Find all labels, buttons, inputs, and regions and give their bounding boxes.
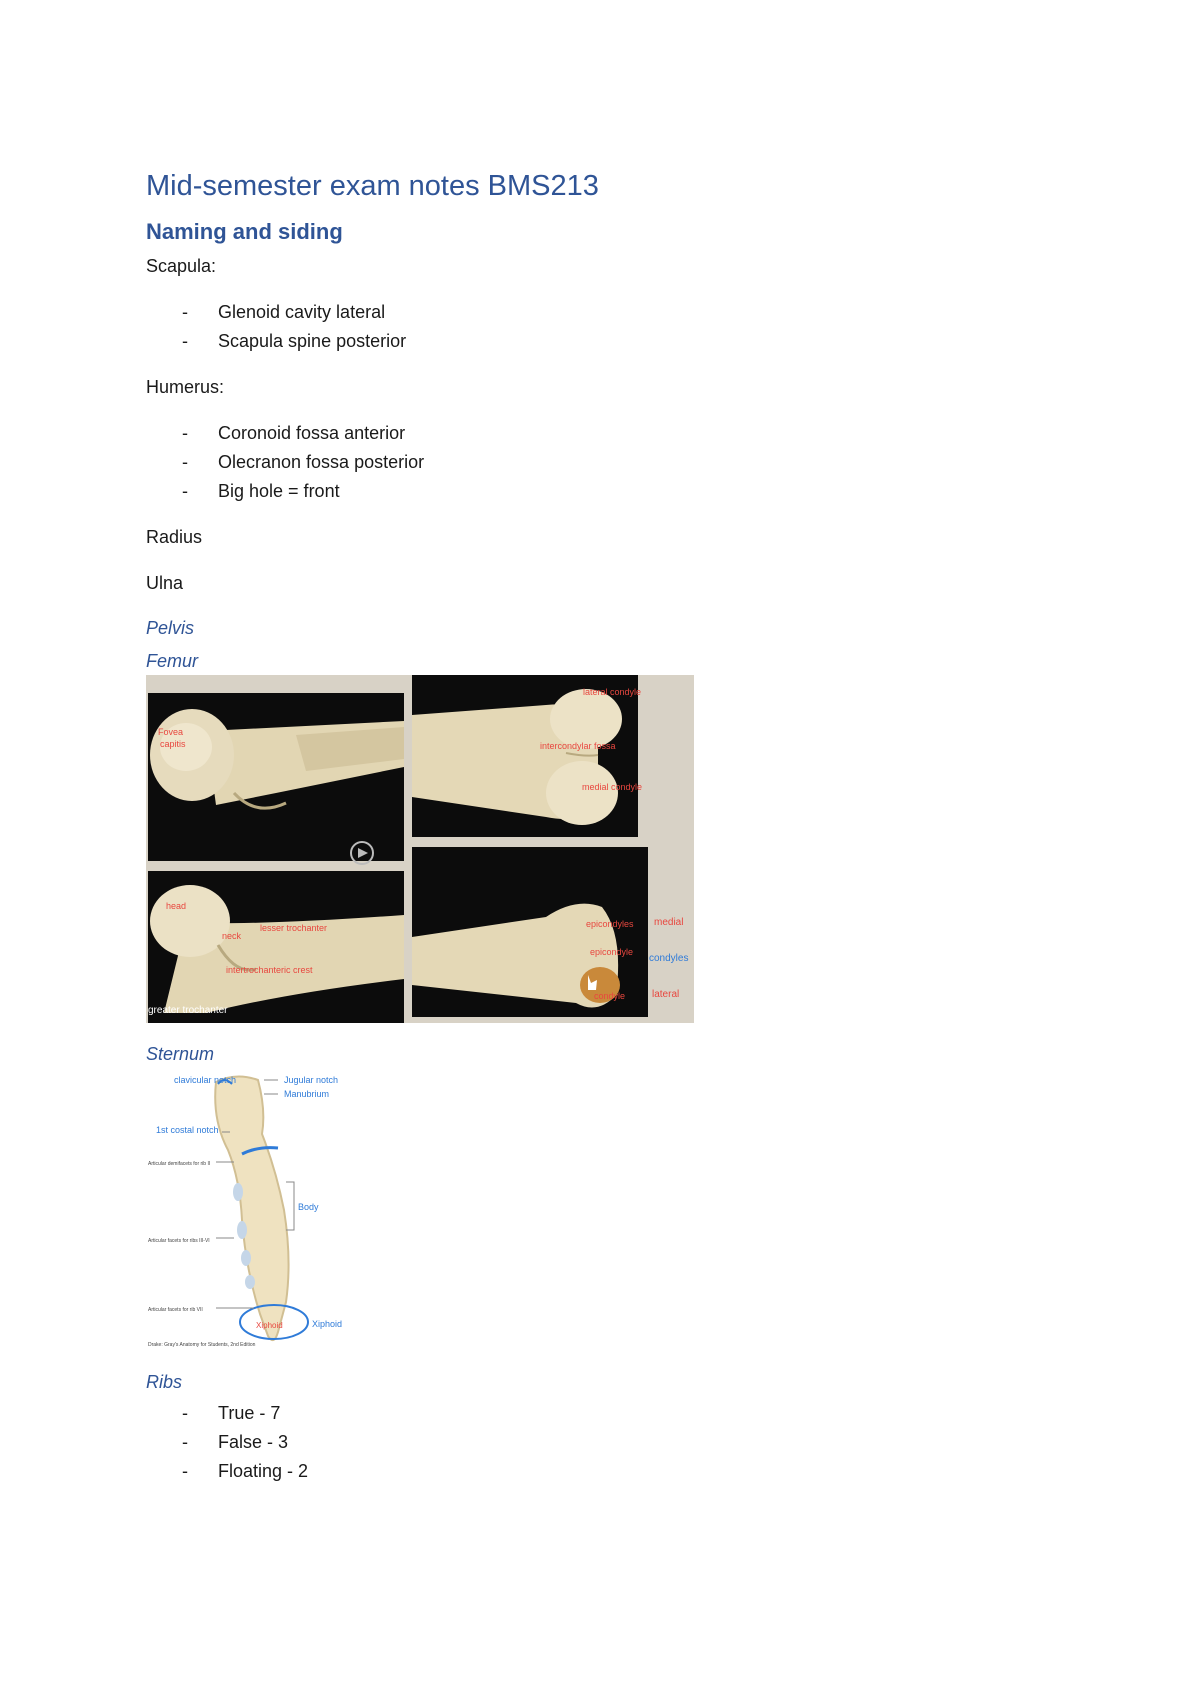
label-condyles: condyles — [649, 953, 689, 964]
label-articular-facets-rib-vii: Articular facets for rib VII — [148, 1307, 203, 1313]
radius-label: Radius — [146, 527, 203, 547]
bullet-marker: - — [182, 452, 188, 472]
sternum-figure — [146, 1070, 364, 1352]
label-intertrochanteric-crest: intertrochanteric crest — [226, 965, 313, 975]
bullet-marker: - — [182, 331, 188, 351]
document-title: Mid-semester exam notes BMS213 — [146, 170, 599, 202]
label-medial-condyle: medial condyle — [582, 782, 643, 792]
label-capitis: capitis — [160, 739, 186, 749]
bullet-marker: - — [182, 481, 188, 501]
humerus-item: Olecranon fossa posterior — [218, 452, 425, 472]
label-body: Body — [298, 1202, 319, 1212]
label-articular-demifacets: Articular demifacets for rib II — [148, 1161, 211, 1167]
femur-panel-condyles-posterior — [412, 675, 642, 837]
scapula-item: Scapula spine posterior — [218, 331, 407, 351]
label-greater-trochanter: greater trochanter — [148, 1005, 228, 1016]
label-head: head — [166, 901, 187, 911]
scapula-item: Glenoid cavity lateral — [218, 302, 386, 322]
label-xiphoid-handwritten: Xiphoid — [256, 1321, 283, 1330]
label-medial: medial — [654, 917, 684, 928]
ribs-item: False - 3 — [218, 1432, 289, 1452]
ulna-label: Ulna — [146, 573, 184, 593]
bullet-marker: - — [182, 423, 188, 443]
label-lateral-condyle: lateral condyle — [583, 687, 642, 697]
femur-panel-distal-anterior — [412, 847, 688, 1017]
label-condyle: condyle — [594, 991, 626, 1001]
label-jugular-notch: Jugular notch — [284, 1075, 339, 1085]
label-first-costal-notch: 1st costal notch — [156, 1125, 219, 1135]
bullet-marker: - — [182, 1432, 188, 1452]
label-articular-facets-ribs: Articular facets for ribs III-VI — [148, 1238, 210, 1244]
label-lateral: lateral — [652, 989, 680, 1000]
bullet-marker: - — [182, 302, 188, 322]
femur-heading: Femur — [146, 651, 199, 671]
label-epicondyles: epicondyles — [586, 919, 634, 929]
figure-caption: Drake: Gray's Anatomy for Students, 2nd Edition — [148, 1342, 256, 1348]
femur-panel-proximal — [148, 871, 404, 1023]
label-xiphoid: Xiphoid — [312, 1319, 343, 1329]
femur-figure — [146, 675, 694, 1023]
label-intercondylar-fossa: intercondylar fossa — [540, 741, 616, 751]
bullet-marker: - — [182, 1461, 188, 1481]
ribs-heading: Ribs — [146, 1372, 183, 1392]
ribs-item: Floating - 2 — [218, 1461, 309, 1481]
label-clavicular-notch: clavicular notch — [174, 1075, 237, 1085]
pelvis-heading: Pelvis — [146, 618, 195, 638]
ribs-item: True - 7 — [218, 1403, 281, 1423]
sternum-heading: Sternum — [146, 1044, 215, 1064]
section-heading: Naming and siding — [146, 219, 343, 244]
bullet-marker: - — [182, 1403, 188, 1423]
femur-panel-head — [148, 693, 404, 864]
label-manubrium: Manubrium — [284, 1089, 330, 1099]
humerus-label: Humerus: — [146, 377, 225, 397]
label-neck: neck — [222, 931, 242, 941]
humerus-item: Coronoid fossa anterior — [218, 423, 406, 443]
label-fovea: Fovea — [158, 727, 184, 737]
label-lesser-trochanter: lesser trochanter — [260, 923, 328, 933]
label-epicondyle: epicondyle — [590, 947, 634, 957]
humerus-item: Big hole = front — [218, 481, 340, 501]
scapula-label: Scapula: — [146, 256, 217, 276]
